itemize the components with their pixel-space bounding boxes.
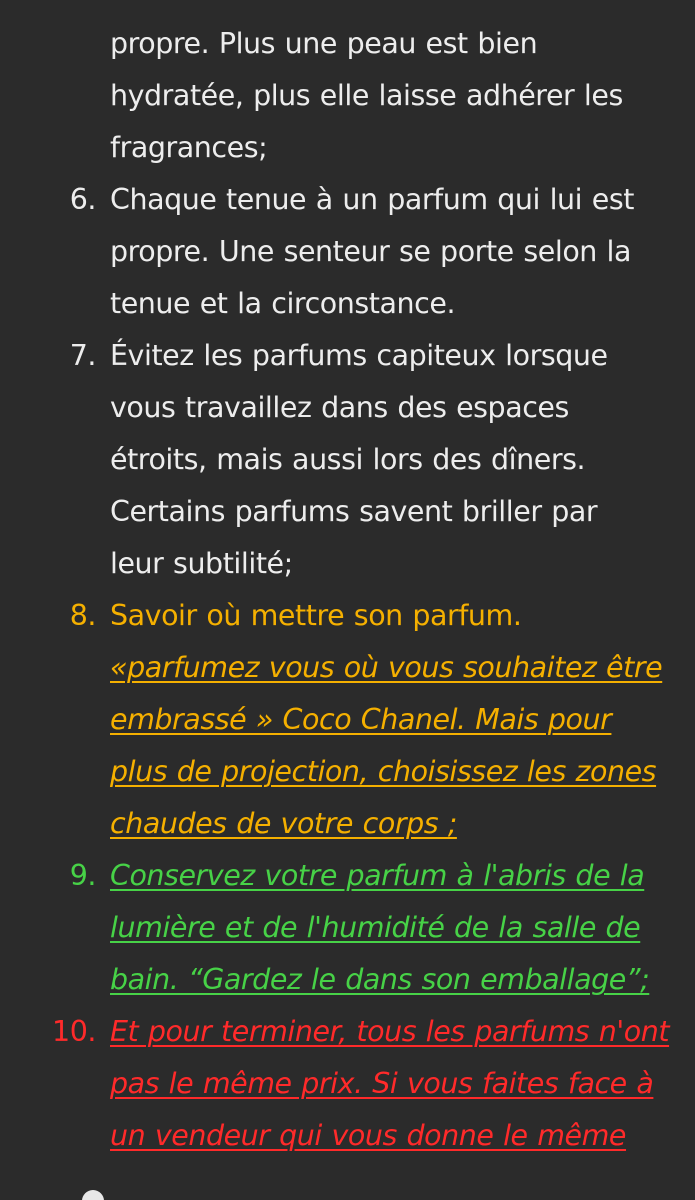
item-5-line-1: propre. Plus une peau est bien: [110, 27, 538, 60]
item-7-line-2: vous travaillez dans des espaces: [110, 391, 569, 424]
item-6-line-3: tenue et la circonstance.: [110, 287, 456, 320]
item-9-link-line-1[interactable]: Conservez votre parfum à l'abris de la: [110, 859, 645, 892]
list-item-8: [0, 590, 695, 850]
item-6-line-2: propre. Une senteur se porte selon la: [110, 235, 632, 268]
item-9-link-line-2[interactable]: lumière et de l'humidité de la salle de: [110, 911, 641, 944]
item-8-quote-link-line-4[interactable]: chaudes de votre corps ;: [110, 807, 457, 840]
item-9-link-line-3[interactable]: bain. “Gardez le dans son emballage”;: [110, 963, 650, 996]
item-number: 9.: [69, 859, 96, 892]
item-8-quote-link-line-2[interactable]: embrassé » Coco Chanel. Mais pour: [110, 703, 612, 736]
item-8-line-1: Savoir où mettre son parfum.: [110, 599, 522, 632]
item-5-line-2: hydratée, plus elle laisse adhérer les: [110, 79, 623, 112]
circle-icon[interactable]: [82, 1190, 104, 1200]
item-6-line-1: Chaque tenue à un parfum qui lui est: [110, 183, 634, 216]
tips-list: [0, 18, 695, 1162]
item-number: 6.: [69, 183, 96, 216]
item-7-line-1: Évitez les parfums capiteux lorsque: [110, 339, 608, 372]
item-7-line-4: Certains parfums savent briller par: [110, 495, 598, 528]
item-8-quote-link-line-3[interactable]: plus de projection, choisissez les zones: [110, 755, 657, 788]
item-5-line-3: fragrances;: [110, 131, 268, 164]
item-8-quote-link-line-1[interactable]: «parfumez vous où vous souhaitez être: [110, 651, 663, 684]
list-item-7: [0, 330, 695, 590]
item-10-link-line-1[interactable]: Et pour terminer, tous les parfums n'ont: [110, 1015, 670, 1048]
item-number: 7.: [69, 339, 96, 372]
item-10-link-line-2[interactable]: pas le même prix. Si vous faites face à: [110, 1067, 654, 1100]
list-item-continued: [0, 18, 695, 174]
item-number: 10.: [52, 1015, 96, 1048]
item-number: 8.: [69, 599, 96, 632]
item-10-link-line-3[interactable]: un vendeur qui vous donne le même: [110, 1119, 627, 1152]
item-7-line-5: leur subtilité;: [110, 547, 293, 580]
item-7-line-3: étroits, mais aussi lors des dîners.: [110, 443, 586, 476]
list-item-10: [0, 1006, 695, 1162]
list-item-9: [0, 850, 695, 1006]
list-item-6: [0, 174, 695, 330]
